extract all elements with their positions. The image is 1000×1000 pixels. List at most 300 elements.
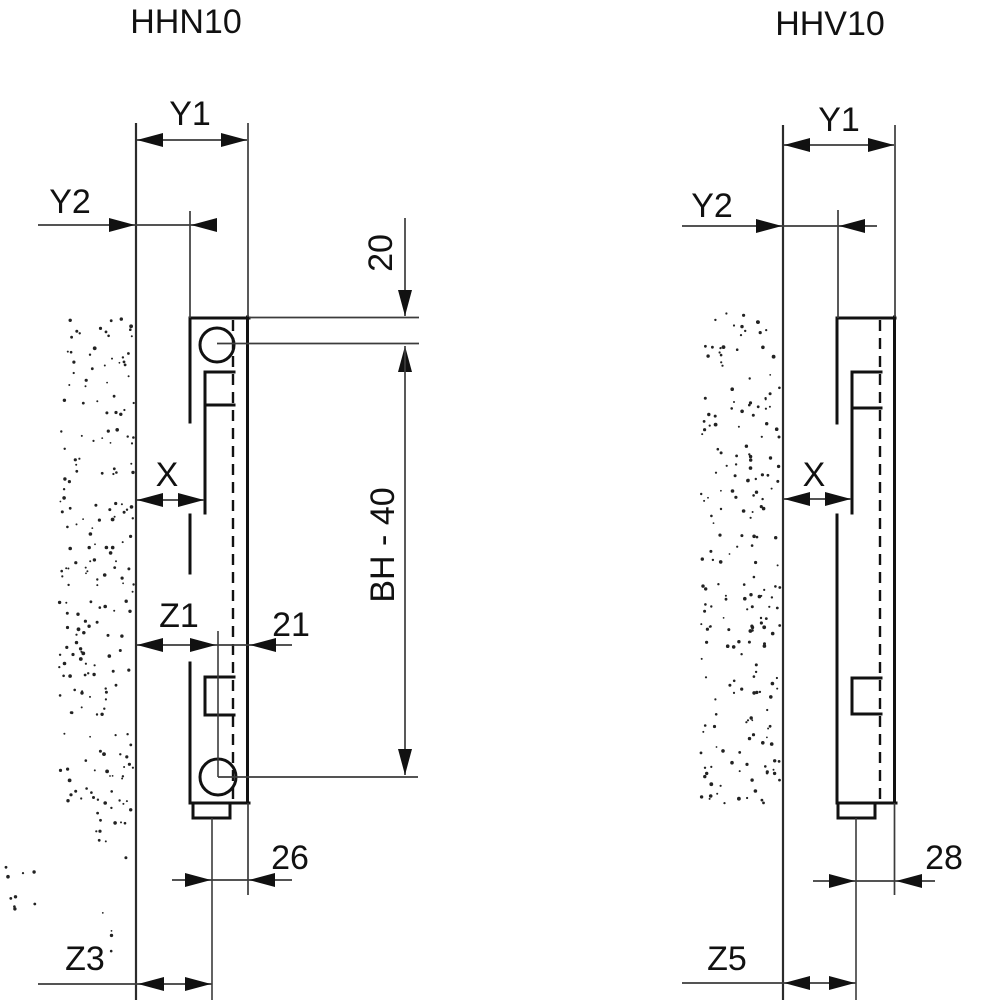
dim-label-y1: Y1 [818,101,860,139]
stipple-dot [776,688,778,690]
stipple-dot [132,591,134,593]
stipple-dot [701,584,704,587]
stipple-dot [709,794,713,798]
dim-z1-21 [137,597,310,652]
stipple-dot [119,753,121,755]
stipple-dot [75,464,77,466]
stipple-dot [124,364,127,367]
stipple-dot [710,515,713,518]
stipple-dot [79,657,83,661]
arrowhead-left-in [191,218,217,232]
stipple-dot [772,355,776,359]
stipple-dot [705,676,707,678]
stipple-dot [75,634,77,636]
stipple-dot [121,577,124,580]
stipple-dot [776,677,778,679]
mounting-bracket-top [205,372,234,513]
stipple-dot [761,473,764,476]
stipple-dot [719,351,721,353]
stipple-dot [734,496,737,499]
arrowhead-down [398,290,412,316]
stipple-dot [71,711,74,714]
stipple-dot [746,608,748,610]
stipple-dot [752,733,755,736]
stipple-dot [90,600,93,603]
stipple-dot [127,567,130,570]
stipple-dot [13,905,16,908]
stipple-dot [65,567,67,569]
stipple-dot [703,500,705,502]
stipple-dot [85,567,87,569]
stipple-dot [717,448,720,451]
stipple-dot [127,435,129,437]
stipple-dot [59,694,62,697]
stipple-dot [742,509,746,513]
stipple-dot [115,471,118,474]
stipple-dot [755,691,758,694]
stipple-dot [92,796,95,799]
stipple-dot [720,508,722,510]
stipple-dot [750,778,753,781]
arrowhead-right [190,638,216,652]
stipple-dot [75,470,78,473]
dim-label-x: X [802,456,826,494]
stipple-dot [61,575,63,577]
stipple-dot [126,509,128,511]
mounting-bracket-bottom [852,678,881,714]
stipple-dot [85,572,87,574]
stipple-dot [90,791,93,794]
stipple-dot [725,598,728,601]
stipple-dot [63,399,66,402]
stipple-dot [759,691,761,693]
stipple-dot [107,335,110,338]
stipple-dot [722,345,726,349]
stipple-dot [88,546,91,549]
stipple-dot [122,582,124,584]
diagram-title: HHV10 [775,5,885,43]
stipple-dot [716,746,718,748]
stipple-dot [778,624,781,627]
stipple-dot [82,518,84,520]
stipple-dot [129,328,132,331]
stipple-dot [67,584,69,586]
stipple-dot [718,534,721,537]
stipple-dot [70,336,73,339]
stipple-dot [761,498,763,500]
stipple-dot [115,428,119,432]
dim-z3 [38,940,212,991]
stipple-dot [96,812,99,815]
stipple-dot [711,346,714,349]
arrowhead-right [868,138,894,152]
arrowhead-right [221,133,247,147]
stipple-dot [748,737,751,740]
stipple-dot [72,361,75,364]
stipple-dot [736,348,739,351]
stipple-dot [131,442,133,444]
stipple-dot [133,402,135,404]
stipple-dot [89,354,91,356]
stipple-dot [102,912,104,914]
stipple-dot [755,671,757,673]
stipple-dot [127,352,130,355]
stipple-dot [701,433,703,435]
stipple-dot [737,640,740,643]
stipple-dot [94,543,96,545]
stipple-dot [710,605,712,607]
stipple-dot [704,603,707,606]
stipple-dot [60,570,63,573]
stipple-dot [111,358,113,360]
dim-label-y2: Y2 [691,187,733,225]
stipple-dot [85,663,87,665]
stipple-dot [65,602,67,604]
stipple-dot [761,741,765,745]
stipple-dot [94,664,96,666]
dim-label-20: 20 [362,234,400,272]
stipple-dot [110,790,113,793]
stipple-dot [9,897,12,900]
dim-bh40 [364,346,412,775]
stipple-dot [768,606,770,608]
stipple-dot [730,387,734,391]
arrowhead-right-in [756,219,782,233]
stipple-dot [132,436,135,439]
stipple-dot [99,606,102,609]
stipple-dot [130,505,134,509]
stipple-dot [750,517,752,519]
arrowhead-right [825,492,851,506]
arrowhead-left [784,138,810,152]
stipple-dot [33,903,36,906]
stipple-dot [115,560,117,562]
top-pipe-connection [200,328,234,362]
stipple-dot [112,775,114,777]
stipple-dot [740,688,743,691]
stipple-dot [124,856,127,859]
stipple-dot [769,456,772,459]
stipple-dot [776,607,779,610]
stipple-dot [130,463,132,465]
stipple-dot [714,319,716,321]
stipple-dot [762,507,766,511]
arrowhead-left-in [839,219,865,233]
stipple-dot [720,490,722,492]
stipple-dot [122,356,124,358]
stipple-dot [102,752,106,756]
stipple-dot [771,632,775,636]
stipple-dot [63,448,65,450]
stipple-dot [755,491,758,494]
stipple-dot [58,601,61,604]
stipple-dot [84,620,87,623]
stipple-dot [751,544,754,547]
stipple-dot [751,719,753,721]
stipple-dot [753,675,756,678]
stipple-dot [128,763,131,766]
stipple-dot [66,768,69,771]
stipple-dot [110,950,113,953]
stipple-dot [128,610,131,613]
stipple-dot [730,407,733,410]
stipple-dot [59,769,62,772]
stipple-dot [764,397,766,399]
dim-label-z1: Z1 [159,597,199,635]
diagram-title: HHN10 [130,3,242,41]
stipple-dot [95,830,97,832]
stipple-dot [740,325,743,328]
stipple-dot [778,436,781,439]
stipple-dot [733,692,735,694]
stipple-dot [87,625,90,628]
stipple-dot [96,400,98,402]
stipple-dot [760,595,762,597]
stipple-dot [103,573,107,577]
arrowhead-left [138,977,164,991]
stipple-dot [751,605,754,608]
stipple-dot [751,629,754,632]
stipple-dot [777,564,779,566]
stipple-dot [79,332,81,334]
stipple-dot [63,662,67,666]
stipple-dot [132,583,134,585]
stipple-dot [701,658,703,660]
stipple-dot [113,395,116,398]
stipple-dot [709,798,711,800]
stipple-dot [107,430,110,433]
stipple-dot [5,866,8,869]
stipple-dot [118,799,120,801]
stipple-dot [700,795,703,798]
stipple-dot [131,471,134,474]
stipple-dot [85,787,88,790]
stipple-dot [81,706,83,708]
stipple-dot [108,654,112,658]
stipple-dot [767,728,769,730]
stipple-dot [103,605,107,609]
wall-hatch-texture [700,312,782,804]
stipple-dot [68,779,72,783]
stipple-dot [747,479,749,481]
dim-x [784,456,851,506]
stipple-dot [753,576,756,579]
stipple-dot [735,463,737,465]
stipple-dot [110,807,112,809]
stipple-dot [78,458,80,460]
stipple-dot [733,401,735,403]
stipple-dot [105,770,109,774]
stipple-dot [68,547,72,551]
stipple-dot [122,541,124,543]
stipple-dot [82,402,85,405]
stipple-dot [745,721,747,723]
stipple-dot [761,436,763,438]
stipple-dot [110,442,112,444]
stipple-dot [723,617,725,619]
stipple-dot [96,584,98,586]
radiator-outline [837,317,896,818]
stipple-dot [771,488,773,490]
stipple-dot [66,626,69,629]
stipple-dot [110,934,113,937]
stipple-dot [69,793,72,796]
stipple-dot [769,406,771,408]
stipple-dot [747,719,749,721]
dim-label-x: X [155,456,179,494]
stipple-dot [59,654,61,656]
stipple-dot [749,466,753,470]
stipple-dot [68,480,71,483]
stipple-dot [71,653,74,656]
stipple-dot [700,752,703,755]
stipple-dot [120,821,122,823]
stipple-dot [756,320,760,324]
stipple-dot [714,423,718,427]
stipple-dot [121,778,123,780]
stipple-dot [76,613,79,616]
stipple-dot [704,724,707,727]
stipple-dot [720,785,722,787]
stipple-dot [123,409,125,411]
stipple-dot [110,319,113,322]
stipple-dot [704,587,707,590]
stipple-dot [105,698,107,700]
stipple-dot [773,772,776,775]
arrowhead-left [784,976,810,990]
stipple-dot [87,672,89,674]
stipple-dot [731,489,735,493]
stipple-dot [734,474,737,477]
stipple-dot [700,623,702,625]
mounting-bracket-bottom [205,677,234,715]
dim-label-bh40: BH - 40 [364,487,402,603]
stipple-dot [750,625,753,628]
stipple-dot [766,737,768,739]
stipple-dot [713,522,715,524]
stipple-dot [748,453,750,455]
stipple-dot [729,553,731,555]
dim-z5 [682,940,856,990]
stipple-dot [766,709,768,711]
stipple-dot [763,589,765,591]
stipple-dot [113,467,116,470]
stipple-dot [769,374,771,376]
stipple-dot [752,414,755,417]
radiator-bottom-plug [193,803,230,818]
stipple-dot [14,895,17,898]
stipple-dot [67,351,69,353]
stipple-dot [68,384,70,386]
stipple-dot [66,799,69,802]
stipple-dot [85,379,88,382]
stipple-dot [65,646,68,649]
stipple-dot [129,324,133,328]
stipple-dot [715,713,718,716]
stipple-dot [704,345,707,348]
stipple-dot [74,561,77,564]
stipple-dot [112,473,114,475]
stipple-dot [778,586,781,589]
stipple-dot [704,767,706,769]
stipple-dot [111,518,115,522]
dim-label-21: 21 [272,606,310,644]
stipple-dot [62,496,66,500]
stipple-dot [99,819,102,822]
stipple-dot [125,600,128,603]
stipple-dot [771,682,775,686]
stipple-dot [73,689,76,692]
stipple-dot [703,775,706,778]
stipple-dot [127,669,130,672]
stipple-dot [67,568,69,570]
stipple-dot [113,610,115,612]
stipple-dot [119,413,122,416]
stipple-dot [769,725,772,728]
stipple-dot [94,769,96,771]
stipple-dot [771,596,773,598]
stipple-dot [709,782,713,786]
stipple-dot [762,802,765,805]
stipple-dot [713,725,716,728]
stipple-dot [733,680,736,683]
stipple-dot [740,534,743,537]
stipple-dot [96,621,99,624]
stipple-dot [760,617,762,619]
stipple-dot [714,415,717,418]
arrowhead-left [137,133,163,147]
stipple-dot [705,641,708,644]
stipple-dot [740,334,742,336]
stipple-dot [69,507,72,510]
stipple-dot [63,477,66,480]
stipple-dot [122,803,124,805]
stipple-dot [77,627,81,631]
stipple-dot [112,670,115,673]
stipple-dot [701,557,704,560]
diagram-hhv10 [682,5,963,1000]
stipple-dot [66,526,69,529]
stipple-dot [122,775,124,777]
stipple-dot [709,425,711,427]
stipple-dot [742,314,745,317]
radiator-bottom-plug [838,803,875,818]
stipple-dot [128,375,130,377]
stipple-dot [103,801,107,805]
stipple-dot [131,335,133,337]
stipple-dot [79,647,82,650]
stipple-dot [22,872,24,874]
stipple-dot [740,653,742,655]
stipple-dot [62,675,65,678]
stipple-dot [89,736,91,738]
stipple-dot [106,382,108,384]
arrowhead-right [829,976,855,990]
stipple-dot [733,324,735,326]
stipple-dot [60,501,62,503]
stipple-dot [776,480,779,483]
stipple-dot [81,435,83,437]
stipple-dot [105,331,108,334]
stipple-dot [743,583,746,586]
stipple-dot [99,750,102,753]
dim-x [137,456,204,507]
stipple-dot [745,763,748,766]
stipple-dot [76,523,78,525]
stipple-dot [750,716,753,719]
stipple-dot [749,377,751,379]
dim-y1 [137,95,248,317]
